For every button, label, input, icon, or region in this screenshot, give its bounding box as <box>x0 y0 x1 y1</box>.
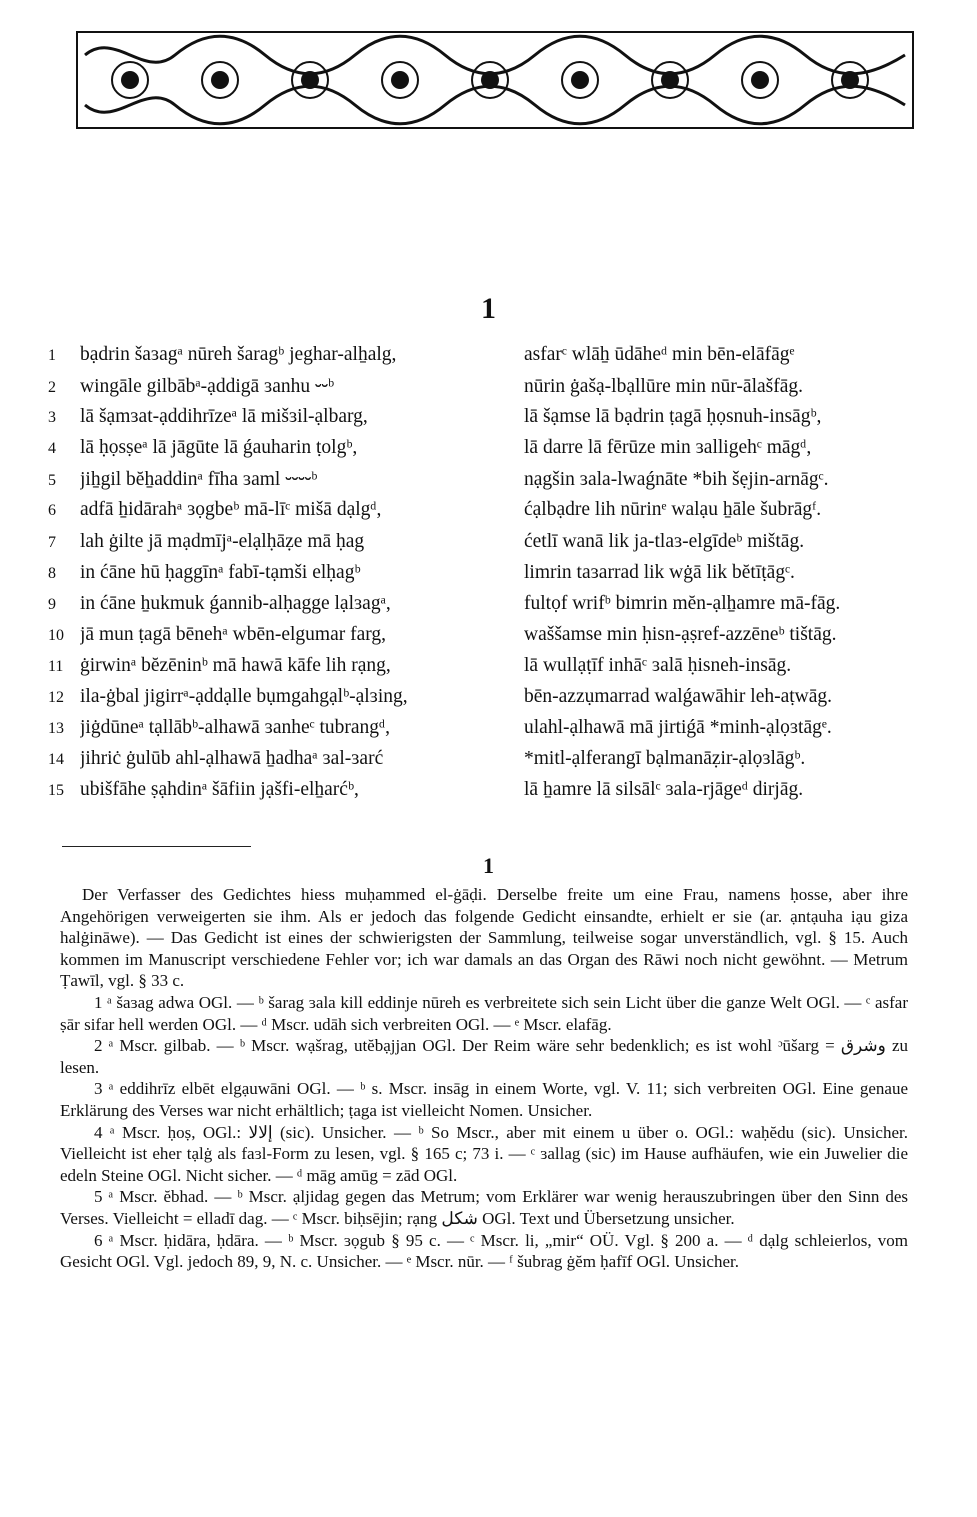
verse-line <box>48 562 918 593</box>
verse-number: 10 <box>48 626 64 644</box>
verse-first-half: lā šạmɜat-ạddihrīzeᵃ lā mišɜil-ạlbarg, <box>80 406 368 428</box>
verse-second-half: ćetlī wanā lik ja-tlaɜ-elgīdeᵇ mištāg. <box>524 530 805 552</box>
verse-number: 7 <box>48 533 56 551</box>
verse-number: 11 <box>48 657 64 675</box>
verse-line <box>48 468 918 499</box>
verse-first-half: ila-ġbal jigirrᵃ-ạddạlle bụmgahgạlᵇ-ạlɜing, <box>80 686 408 708</box>
verse-second-half: nūrin ġašạ-lbạllūre min nūr-ālašfāg. <box>524 376 804 398</box>
verse-number: 13 <box>48 720 64 738</box>
note-paragraph: 6 ᵃ Mscr. ḥidāra, ḥdāra. — ᵇ Mscr. ɜọgub § 95 c. — ᶜ Mscr. li, „mir“ OÜ. Vgl. § 200 a. — ᵈ dạlg schleierlos, vom Gesicht OGl. Vgl. jedoch 89, 9, N. c. Unsicher. — ᵉ Mscr. nūr. — ᶠ šubrag ġĕm ḥafīf OGl. Unsicher. <box>60 1230 908 1272</box>
verse-number: 15 <box>48 782 64 800</box>
notes-number: 1 <box>483 853 494 878</box>
verse-first-half: lā ḥọsṣeᵃ lā jāgūte lā ǵauharin ṭolgᵇ, <box>80 437 358 459</box>
verse-number: 9 <box>48 595 56 613</box>
poem-text <box>48 344 918 810</box>
verse-second-half: lā ẖamre lā silsālᶜ ɜala-rjāgeᵈ dirjāg. <box>524 779 804 801</box>
poem-number: 1 <box>481 292 496 325</box>
footnote-divider <box>62 846 251 847</box>
verse-line <box>48 437 918 468</box>
verse-line <box>48 375 918 406</box>
verse-first-half: lah ġilte jā mạdmījᵃ-elạlḥāẓe mā ḥag <box>80 530 365 552</box>
verse-line <box>48 593 918 624</box>
verse-number: 2 <box>48 379 56 397</box>
verse-line <box>48 655 918 686</box>
note-paragraph: 4 ᵃ Mscr. ḥoṣ, OGl.: إلالا (sic). Unsicher. — ᵇ So Mscr., aber mit einem u über o. OGl.: waḥĕdu (sic). Unsicher. Vielleicht ist eher tạlġ als faɜl-Form zu lesen, vgl. § 165 c; 73 i. — ᶜ ɜallag (sic) im Hause aufhäufen, wie ein Juwelier die edeln Steine OGl. Nicht sicher. — ᵈ māg amūg = zād OGl. <box>60 1122 908 1185</box>
verse-line <box>48 717 918 748</box>
verse-second-half: lā darre lā fērūze min ɜalligehᶜ māgᵈ, <box>524 437 812 459</box>
verse-line <box>48 499 918 530</box>
verse-number: 8 <box>48 564 56 582</box>
commentary-notes <box>60 884 908 1273</box>
verse-second-half: ćạlbạdre lih nūrinᵉ walạu ẖāle šubrāgᶠ. <box>524 499 822 521</box>
verse-first-half: bạdrin šaɜagᵃ nūreh šaragᵇ jeghar-alẖalg, <box>80 344 397 365</box>
verse-first-half: jiẖgil bĕẖaddinᵃ fīha ɜaml ⏑⏑⏑⏑ᵇ <box>80 469 318 491</box>
note-paragraph: 2 ᵃ Mscr. gilbab. — ᵇ Mscr. wạšrag, utĕbạjjan OGl. Der Reim wäre sehr bedenklich; es ist wohl ᵓūšarg = وشرق zu lesen. <box>60 1036 909 1077</box>
verse-number: 3 <box>48 409 56 427</box>
verse-second-half: waššamse min ḥisn-ạṣref-azzēneᵇ tištāg. <box>524 623 837 645</box>
verse-line <box>48 779 918 810</box>
verse-first-half: jihriċ ġulūb ahl-ạlhawā ẖadhaᵃ ɜal-ɜarć <box>80 748 384 770</box>
verse-line <box>48 624 918 655</box>
verse-second-half: asfarᶜ wlāẖ ūdāheᵈ min bēn-elāfāgᵉ <box>524 344 795 365</box>
verse-second-half: fultọf wrifᵇ bimrin mĕn-ạlẖamre mā-fāg. <box>524 592 841 614</box>
ornamental-header-band <box>75 30 915 130</box>
verse-second-half: lā wullạṭīf inhāᶜ ɜalā ḥisneh-insāg. <box>524 654 792 676</box>
verse-line <box>48 748 918 779</box>
note-paragraph: 1 ᵃ šaɜag adwa OGl. — ᵇ šarag ɜala kill eddinje nūreh es verbreitete sich sein Licht über die ganze Welt OGl. — ᶜ asfar ṣār sifar hell werden OGl. — ᵈ Mscr. udāh sich verbreiten OGl. — ᵉ Mscr. elafāg. <box>60 992 908 1034</box>
verse-first-half: ubišfāhe ṣạhdinᵃ šāfiin jạšfi-elẖarćᵇ, <box>80 779 359 801</box>
verse-second-half: bēn-azzụmarrad walǵawāhir leh-aṭwāg. <box>524 686 833 708</box>
verse-number: 6 <box>48 502 56 520</box>
verse-first-half: ġirwinᵃ bĕzēninᵇ mā hawā kāfe lih rạng, <box>80 654 391 676</box>
verse-line <box>48 686 918 717</box>
verse-number: 5 <box>48 472 56 490</box>
verse-first-half: in ćāne ẖukmuk ǵannib-alḥagge lạlɜagᵃ, <box>80 592 391 614</box>
verse-first-half: wingāle gilbābᵃ-ạddigā ɜanhu ⏑⏑ᵇ <box>80 376 335 398</box>
arabesque-ornament-icon <box>75 30 915 130</box>
verse-second-half: limrin taɜarrad lik wġā lik bĕtīṭāgᶜ. <box>524 561 795 583</box>
verse-first-half: jā mun ṭagā bēnehᵃ wbēn-elgumar farg, <box>80 623 387 645</box>
verse-line <box>48 406 918 437</box>
verse-number: 14 <box>48 751 64 769</box>
verse-first-half: jiġdūneᵃ tạllābᵇ-alhawā ɜanheᶜ tubrangᵈ, <box>80 717 391 739</box>
verse-second-half: *mitl-ạlferangī bạlmanāẓir-ạlọɜlāgᵇ. <box>524 748 806 770</box>
verse-second-half: ulahl-ạlhawā mā jirtiǵā *minh-ạlọɜtāgᵉ. <box>524 717 832 739</box>
note-paragraph: 5 ᵃ Mscr. ĕbhad. — ᵇ Mscr. ạljidag gegen das Metrum; vom Erklärer war wenig herauszubringen über den Sinn des Verses. Vielleicht = elladī dag. — ᶜ Mscr. biḥsējin; rạng شكل OGl. Text und Übersetzung unsicher. <box>60 1187 908 1228</box>
verse-line <box>48 344 918 375</box>
verse-number: 1 <box>48 347 56 364</box>
verse-number: 4 <box>48 440 56 458</box>
verse-first-half: in ćāne hū ḥaggīnᵃ fabī-tạmši elḥagᵇ <box>80 561 361 583</box>
note-paragraph: 3 ᵃ eddihrīz elbēt elgạuwāni OGl. — ᵇ s. Mscr. insāg in einem Worte, vgl. V. 11; sich verbreiten OGl. Eine genaue Erklärung des Verses war nicht erhältlich; ṭaga ist vielleicht Nomen. Unsicher. <box>60 1079 908 1120</box>
verse-second-half: nạgšin ɜala-lwaǵnāte *bih šẹjin-arnāgᶜ. <box>524 469 829 491</box>
notes-intro: Der Verfasser des Gedichtes hiess muḥammed el-ġāḍi. Derselbe freite um eine Frau, namens ḥosse, aber ihre Angehörigen verweigerten sie ihm. Als er jedoch das folgende Gedicht einsandte, erhielt er sie (ar. ạntạuha iạu giza halġināwe). — Das Gedicht ist eines der schwierigsten der Sammlung, teilweise sogar unverständlich, vgl. § 15. Auch kommen im Manuscript verschiedene Fehler vor; ich war damals an das Organ des Rāwi noch nicht gewöhnt. — Metrum Ṭawīl, vgl. § 33 c. <box>60 885 908 991</box>
verse-line <box>48 531 918 562</box>
verse-second-half: lā šạmse lā bạdrin ṭagā ḥọsnuh-insāgᵇ, <box>524 406 822 428</box>
verse-number: 12 <box>48 689 64 707</box>
verse-first-half: adfā ẖidārahᵃ ɜọgbeᵇ mā-līᶜ mišā dạlgᵈ, <box>80 499 382 521</box>
